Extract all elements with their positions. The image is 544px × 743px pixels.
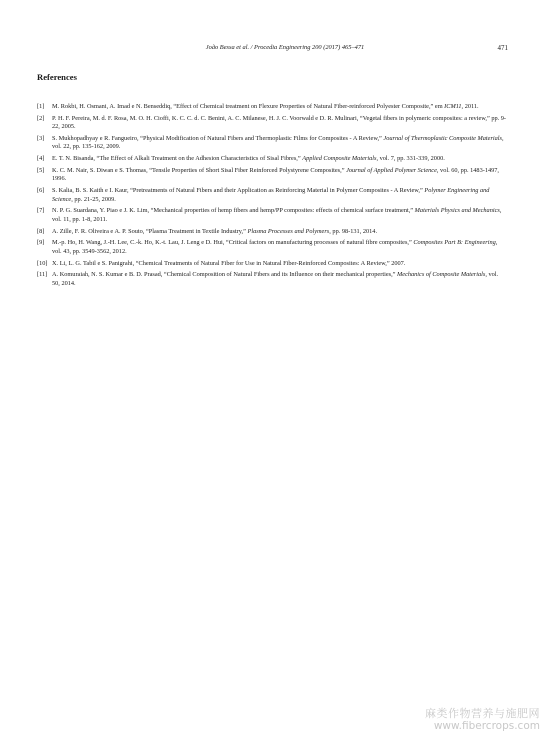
reference-item [37, 135, 507, 152]
page-number: 471 [497, 44, 508, 52]
reference-item [37, 271, 507, 288]
reference-item [37, 260, 507, 268]
reference-venue: Plasma Processes and Polymers [247, 227, 330, 235]
reference-venue: ICM11 [444, 103, 462, 110]
reference-venue: Journal of Thermoplastic Composite Materials [383, 135, 503, 142]
reference-venue: Materials Physics and Mechanics [414, 207, 500, 215]
reference-venue: Applied Composite Materials [302, 155, 377, 163]
reference-number: [11] [37, 271, 48, 279]
reference-item [37, 155, 507, 163]
reference-text: X. Li, L. G. Tabil e S. Panigrahi, “Chemical Treatments of Natural Fiber for Use in Natural Fiber-Reinforced Composites: A Review,” 2007. [52, 259, 406, 267]
running-header-citation: João Bessa et al. / Procedia Engineering 200 (2017) 465–471 [205, 44, 365, 51]
reference-text: K. C. M. Nair, S. Diwan e S. Thomas, “Tensile Properties of Short Sisal Fiber Reinforced Polystyrene Composites,” Journal of Applied Polymer Science, vol. 60, pp. 1483-1497, 1996. [52, 167, 499, 183]
reference-number: [9] [37, 239, 45, 247]
reference-text: M.-p. Ho, H. Wang, J.-H. Lee, C.-k. Ho, K.-t. Lau, J. Leng e D. Hui, “Critical factors on manufacturing processes of natural fibre composites,” Composites Part B: Engineering, vol. 43, pp. 3549-3562, 2012. [52, 239, 498, 255]
reference-item [37, 115, 507, 132]
reference-number: [3] [37, 135, 45, 142]
reference-text: P. H. F. Pereira, M. d. F. Rosa, M. O. H. Cioffi, K. C. C. d. C. Benini, A. C. Milanese, H. J. C. Voorwald e D. R. Mulinari, “Vegetal fibers in polymeric composites: a review,” pp. 9-22, 2005. [52, 114, 507, 131]
reference-text: E. T. N. Bisanda, “The Effect of Alkali Treatment on the Adhesion Characteristics of Sisal Fibres,” Applied Composite Materials, vol. 7, pp. 331-339, 2000. [52, 155, 445, 163]
reference-text: A. Komuraiah, N. S. Kumar e B. D. Prasad, “Chemical Composition of Natural Fibers and its Influence on their mechanical properties,” Mechanics of Composite Materials, vol. 50, 2014. [52, 271, 499, 287]
site-watermark [400, 708, 540, 732]
reference-text: S. Kalia, B. S. Kaith e I. Kaur, “Pretreatments of Natural Fibers and their Application as Reinforcing Material in Polymer Composites - A Review,” Polymer Engineering and Science, pp. 21-25, 2009. [52, 187, 490, 203]
reference-venue: Polymer Engineering and Science [52, 187, 490, 203]
reference-venue: Composites Part B: Engineering [413, 239, 496, 247]
reference-number: [10] [37, 259, 48, 267]
reference-number: [2] [37, 114, 45, 122]
reference-number: [1] [37, 103, 45, 110]
reference-item [37, 228, 507, 236]
reference-item [37, 187, 507, 204]
reference-item [37, 207, 507, 224]
reference-item [37, 103, 507, 111]
reference-item [37, 167, 507, 184]
reference-number: [4] [37, 155, 45, 163]
reference-number: [5] [37, 167, 45, 174]
reference-item [37, 239, 507, 256]
reference-number: [7] [37, 207, 45, 215]
reference-text: M. Rokbi, H. Osmani, A. Imad e N. Benseddiq, “Effect of Chemical treatment on Flexure Properties of Natural Fiber-reinforced Polyester Composite,” em ICM11, 2011. [52, 103, 479, 110]
reference-venue: Journal of Applied Polymer Science [346, 167, 437, 174]
watermark-url: www.fibercrops.com [433, 720, 540, 732]
reference-list [37, 103, 507, 292]
references-heading: References [37, 72, 77, 82]
reference-text: S. Mukhopadhyay e R. Fangueiro, “Physical Modification of Natural Fibers and Thermoplastic Films for Composites - A Review,” Journal of Thermoplastic Composite Materials, vol. 22, pp. 135-162, 2009. [52, 135, 504, 151]
watermark-chinese-text: 麻类作物营养与施肥网 [425, 707, 540, 720]
reference-text: N. P. G. Suardana, Y. Piao e J. K. Lim, “Mechanical properties of hemp fibers and hemp/PP composites: effects of chemical surface treatment,” Materials Physics and Mechanics, vol. 11, pp. 1-8, 2011. [52, 207, 502, 223]
reference-text: A. Zille, F. R. Oliveira e A. P. Souto, “Plasma Treatment in Textile Industry,” Plasma Processes and Polymers, pp. 98-131, 2014. [52, 227, 378, 235]
reference-number: [8] [37, 227, 45, 235]
reference-venue: Mechanics of Composite Materials [397, 271, 486, 279]
reference-number: [6] [37, 187, 45, 195]
